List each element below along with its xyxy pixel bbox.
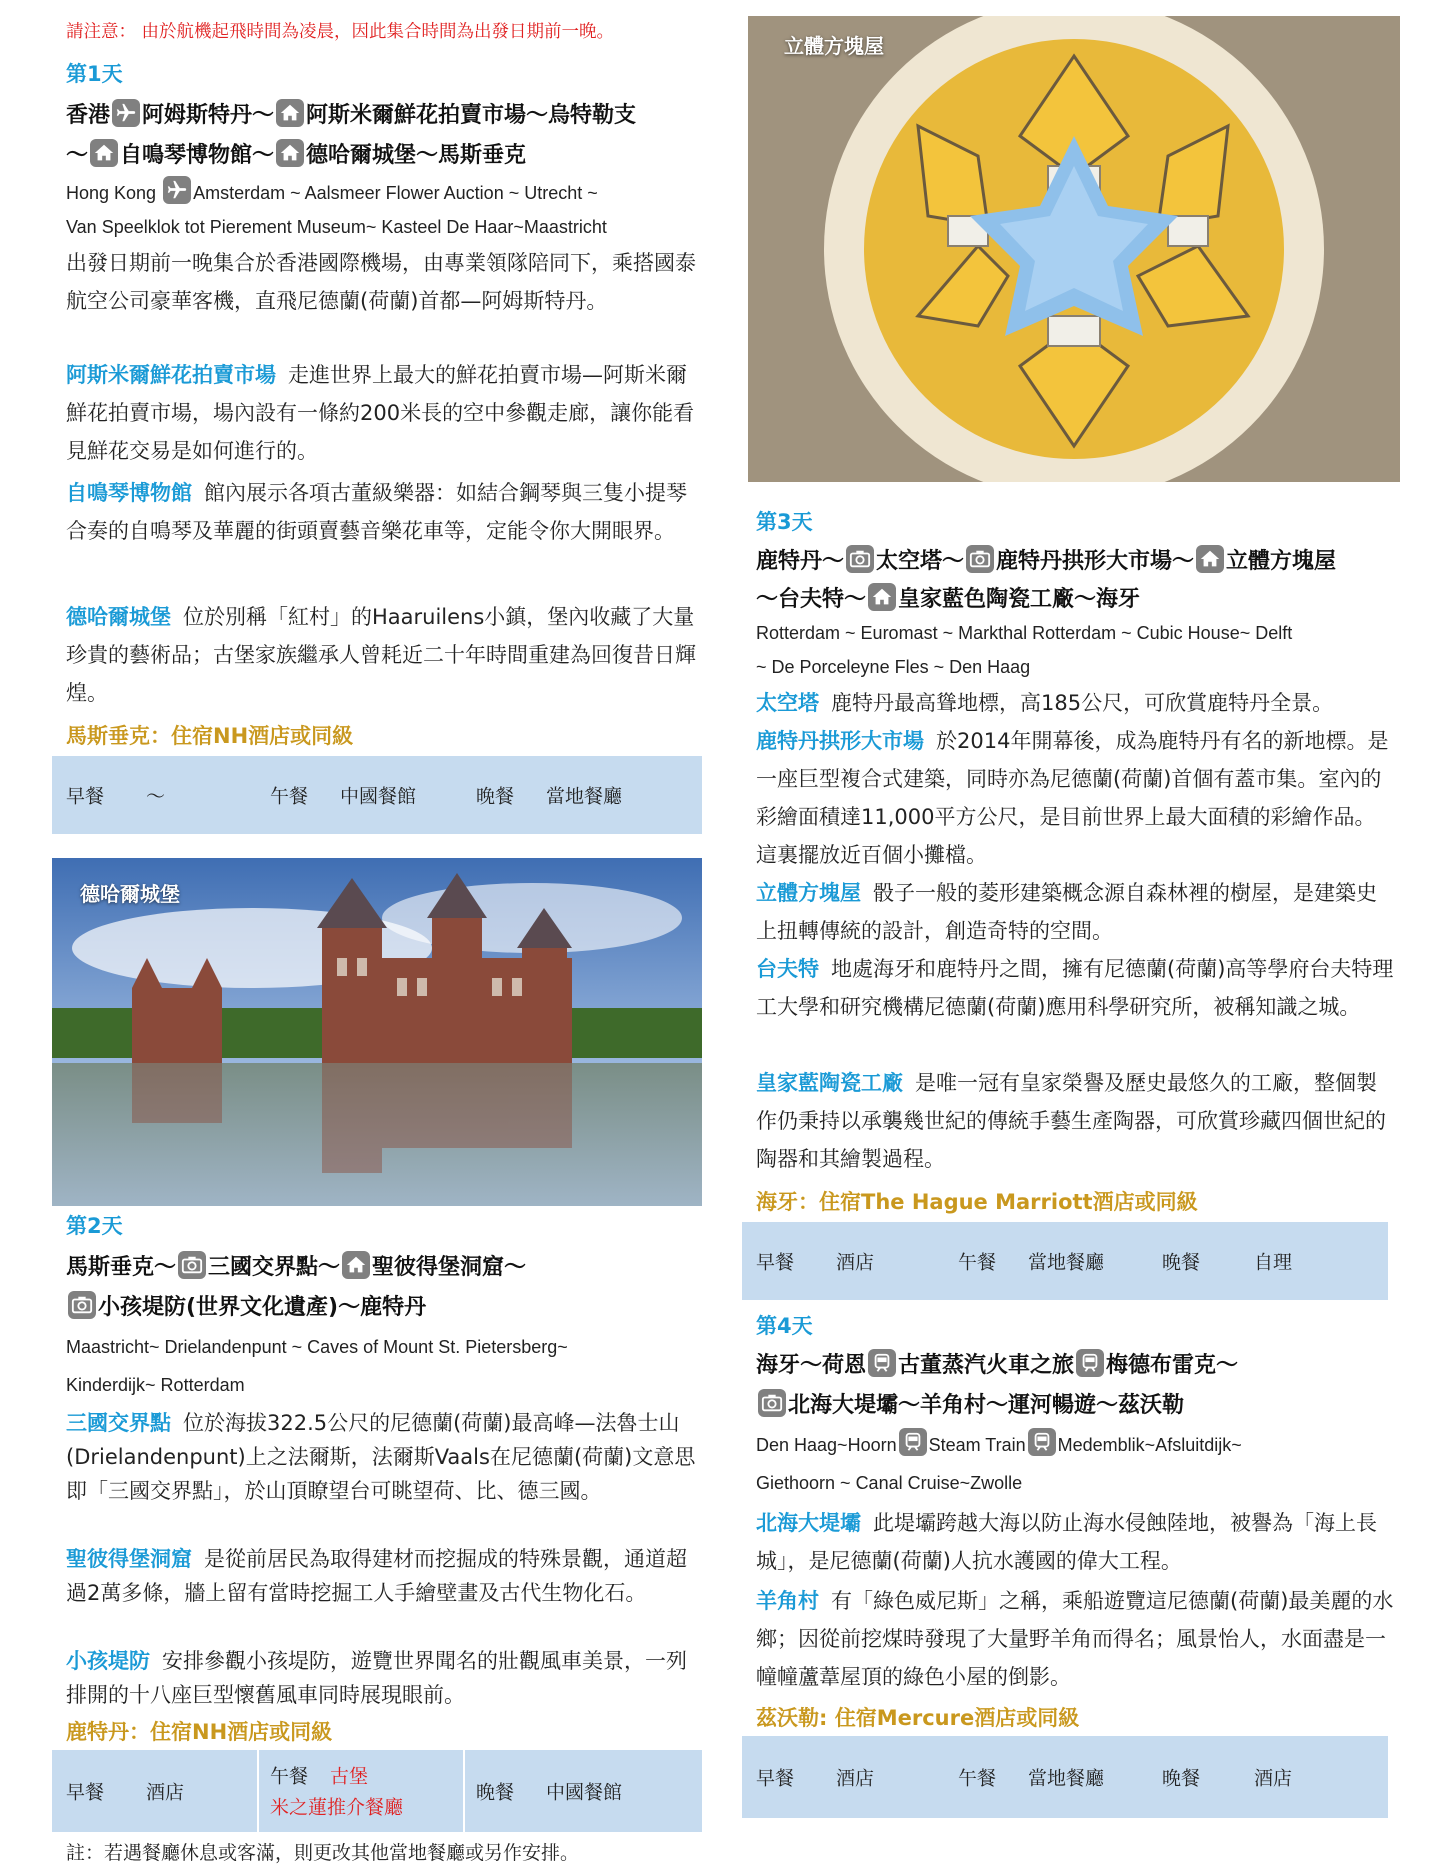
route-text: 太空塔～: [876, 549, 965, 574]
section-title: 聖彼得堡洞窟: [66, 1547, 192, 1571]
route-text: 阿姆斯特丹～: [142, 103, 275, 128]
eng-text: Hong Kong: [66, 183, 162, 203]
plane-icon: [163, 176, 191, 204]
day1-section: [66, 598, 696, 712]
day2-section: [66, 1406, 696, 1508]
section-text: 於2014年開幕後，成為鹿特丹有名的新地標。是一座巨型複合式建築，同時亦為尼德蘭(荷蘭)首個有蓋市集。室內的彩繪面積達11,000平方公尺，是目前世界上最大面積的彩繪作品。這裏擺放近百個小攤檔。: [756, 729, 1389, 867]
day3-section: [756, 722, 1396, 874]
day2-section: [66, 1542, 696, 1610]
meal-value: 中國餐館: [340, 785, 417, 808]
meal-label: 晚餐: [476, 1781, 515, 1804]
route-text: 三國交界點～: [208, 1255, 341, 1280]
route-text: ～: [66, 143, 89, 168]
section-title: 太空塔: [756, 691, 819, 715]
meal-label: 早餐: [66, 785, 105, 808]
day3-meal-table: [742, 1222, 1388, 1300]
day2-hotel: 鹿特丹：住宿NH酒店或同級: [66, 1720, 333, 1744]
meal-value: ～: [146, 785, 166, 808]
house-icon: [342, 1251, 370, 1279]
route-text: 德哈爾城堡～馬斯垂克: [306, 143, 527, 168]
day1-section: [66, 474, 696, 550]
day1-hotel: 馬斯垂克：住宿NH酒店或同級: [66, 724, 354, 748]
day1-eng-line2: Van Speelklok tot Pierement Museum~ Kasteel De Haar~Maastricht: [66, 217, 607, 237]
section-title: 鹿特丹拱形大市場: [756, 729, 924, 753]
route-text: 皇家藍色陶瓷工廠～海牙: [898, 587, 1141, 612]
meal-divider: [463, 1750, 465, 1832]
section-title: 自鳴琴博物館: [66, 481, 192, 505]
day2-route-line1: [66, 1248, 526, 1288]
route-text: 鹿特丹拱形大市場～: [996, 549, 1195, 574]
day4-route-line1: [756, 1346, 1238, 1386]
meal-value: 古堡: [330, 1765, 369, 1788]
day3-eng-line1: Rotterdam ~ Euromast ~ Markthal Rotterdam ~ Cubic House~ Delft: [756, 623, 1293, 643]
day4-section: [756, 1582, 1396, 1696]
day1-label: 第1天: [66, 62, 123, 86]
day3-section: [756, 874, 1396, 950]
camera-icon: [178, 1251, 206, 1279]
route-text: 海牙～荷恩: [756, 1353, 867, 1378]
section-title: 德哈爾城堡: [66, 605, 171, 629]
day2-eng-line2: Kinderdijk~ Rotterdam: [66, 1375, 245, 1395]
route-text: 小孩堤防(世界文化遺產)～鹿特丹: [98, 1295, 427, 1320]
meal-label: 晚餐: [1162, 1767, 1201, 1790]
day3-section: [756, 1064, 1396, 1178]
day2-route-line2: [66, 1288, 426, 1328]
route-text: 馬斯垂克～: [66, 1255, 177, 1280]
route-text: 聖彼得堡洞窟～: [372, 1255, 527, 1280]
section-title: 小孩堤防: [66, 1649, 150, 1673]
day1-meal-table: [52, 756, 702, 834]
day4-hotel: 茲沃勒: 住宿Mercure酒店或同級: [756, 1706, 1080, 1730]
meal-value: 中國餐館: [546, 1781, 623, 1804]
day1-route-line2: [66, 136, 526, 176]
day3-route-line1: [756, 542, 1336, 582]
house-icon: [868, 583, 896, 611]
section-title: 北海大堤壩: [756, 1511, 861, 1535]
train-icon: [899, 1428, 927, 1456]
day1-eng-line1: [66, 176, 598, 210]
day4-label: 第4天: [756, 1314, 813, 1338]
day1-intro: 出發日期前一晚集合於香港國際機場，由專業領隊陪同下，乘搭國泰航空公司豪華客機，直飛尼德蘭(荷蘭)首都—阿姆斯特丹。: [66, 251, 696, 313]
camera-icon: [846, 545, 874, 573]
day2-meal-table: [52, 1750, 702, 1832]
route-text: 立體方塊屋: [1226, 549, 1337, 574]
route-text: 古董蒸汽火車之旅: [898, 1353, 1075, 1378]
route-text: 梅德布雷克～: [1106, 1353, 1239, 1378]
eng-text: Amsterdam ~ Aalsmeer Flower Auction ~ Utrecht ~: [193, 183, 598, 203]
day3-eng-line2: ~ De Porceleyne Fles ~ Den Haag: [756, 657, 1031, 677]
camera-icon: [966, 545, 994, 573]
plane-icon: [112, 99, 140, 127]
eng-text: Den Haag~Hoorn: [756, 1435, 897, 1455]
meal-value: 自理: [1254, 1251, 1293, 1274]
house-icon: [276, 99, 304, 127]
route-text: 北海大堤壩～羊角村～運河暢遊～茲沃勒: [788, 1393, 1185, 1418]
route-text: 阿斯米爾鮮花拍賣市場～烏特勒支: [306, 103, 637, 128]
camera-icon: [758, 1389, 786, 1417]
day4-route-line2: [756, 1386, 1184, 1426]
section-title: 立體方塊屋: [756, 881, 861, 905]
cube-house-photo: [748, 16, 1400, 482]
meal-value: 米之蓮推介餐廳: [270, 1796, 404, 1819]
meal-value: 酒店: [146, 1781, 185, 1804]
day3-label: 第3天: [756, 510, 813, 534]
house-icon: [90, 139, 118, 167]
meal-label: 早餐: [756, 1767, 795, 1790]
meal-label: 晚餐: [476, 785, 515, 808]
section-text: 是唯一冠有皇家榮譽及歷史最悠久的工廠，整個製作仍秉持以承襲幾世紀的傳統手藝生產陶器，可欣賞珍藏四個世紀的陶器和其繪製過程。: [756, 1071, 1386, 1171]
section-text: 是從前居民為取得建材而挖掘成的特殊景觀，通道超過2萬多條，牆上留有當時挖掘工人手繪壁畫及古代生物化石。: [66, 1547, 687, 1605]
day2-eng-line1: Maastricht~ Drielandenpunt ~ Caves of Mount St. Pietersberg~: [66, 1337, 568, 1357]
section-text: 位於海拔322.5公尺的尼德蘭(荷蘭)最高峰—法魯士山 (Drielandenpunt)上之法爾斯，法爾斯Vaals在尼德蘭(荷蘭)文意思即「三國交界點」，於山頂瞭望台可眺望荷、比、德三國。: [66, 1411, 696, 1503]
route-text: 自鳴琴博物館～: [120, 143, 275, 168]
day4-section: [756, 1504, 1396, 1580]
day4-meal-table: [742, 1736, 1388, 1818]
day3-hotel: 海牙：住宿The Hague Marriott酒店或同級: [756, 1190, 1198, 1214]
meal-label: 午餐: [270, 785, 309, 808]
day2-section: [66, 1644, 696, 1712]
house-icon: [276, 139, 304, 167]
section-text: 骰子一般的菱形建築概念源自森林裡的樹屋，是建築史上扭轉傳統的設計，創造奇特的空間。: [756, 881, 1377, 943]
castle-caption: 德哈爾城堡: [80, 882, 180, 906]
train-icon: [1076, 1349, 1104, 1377]
section-text: 安排參觀小孩堤防，遊覽世界聞名的壯觀風車美景，一列排開的十八座巨型懷舊風車同時展現眼前。: [66, 1649, 687, 1707]
eng-text: Medemblik~Afsluitdijk~: [1057, 1435, 1242, 1455]
section-title: 阿斯米爾鮮花拍賣市場: [66, 363, 276, 387]
section-text: 位於別稱「紅村」的Haaruilens小鎮，堡內收藏了大量珍貴的藝術品；古堡家族繼承人曾耗近二十年時間重建為回復昔日輝煌。: [66, 605, 696, 705]
footnote: 註：若遇餐廳休息或客滿，則更改其他當地餐廳或另作安排。: [66, 1842, 580, 1864]
camera-icon: [68, 1291, 96, 1319]
day3-route-line2: [756, 580, 1140, 620]
meal-label: 早餐: [66, 1781, 105, 1804]
cube-house-illustration: [748, 16, 1400, 482]
section-title: 三國交界點: [66, 1411, 171, 1435]
notice-text: 請注意： 由於航機起飛時間為凌晨，因此集合時間為出發日期前一晚。: [66, 22, 615, 42]
section-text: 館內展示各項古董級樂器：如結合鋼琴與三隻小提琴合奏的自鳴琴及華麗的街頭賣藝音樂花車等，定能令你大開眼界。: [66, 481, 687, 543]
section-title: 皇家藍陶瓷工廠: [756, 1071, 903, 1095]
section-text: 地處海牙和鹿特丹之間，擁有尼德蘭(荷蘭)高等學府台夫特理工大學和研究機構尼德蘭(荷蘭)應用科學研究所，被稱知識之城。: [756, 957, 1394, 1019]
meal-value: 酒店: [836, 1251, 875, 1274]
route-text: 鹿特丹～: [756, 549, 845, 574]
meal-value: 當地餐廳: [1028, 1251, 1105, 1274]
day4-eng-line2: Giethoorn ~ Canal Cruise~Zwolle: [756, 1473, 1023, 1493]
day1-section: [66, 356, 696, 470]
train-icon: [1028, 1428, 1056, 1456]
day4-eng-line1: [756, 1428, 1242, 1462]
section-title: 台夫特: [756, 957, 819, 981]
day3-section: [756, 950, 1396, 1026]
meal-label: 午餐: [270, 1765, 309, 1788]
meal-value: 酒店: [1254, 1767, 1293, 1790]
castle-illustration: [52, 858, 702, 1206]
castle-photo: [52, 858, 702, 1206]
meal-label: 午餐: [958, 1767, 997, 1790]
route-text: 香港: [66, 103, 111, 128]
meal-label: 晚餐: [1162, 1251, 1201, 1274]
cube-house-caption: 立體方塊屋: [784, 34, 884, 58]
section-text: 有「綠色威尼斯」之稱，乘船遊覽這尼德蘭(荷蘭)最美麗的水鄉；因從前挖煤時發現了大量野羊角而得名；風景怡人，水面盡是一幢幢蘆葦屋頂的綠色小屋的倒影。: [756, 1589, 1394, 1689]
day3-section: [756, 684, 1396, 722]
section-text: 此堤壩跨越大海以防止海水侵蝕陸地，被譽為「海上長城」，是尼德蘭(荷蘭)人抗水護國的偉大工程。: [756, 1511, 1377, 1573]
eng-text: Steam Train: [928, 1435, 1026, 1455]
section-text: 鹿特丹最高聳地標，高185公尺，可欣賞鹿特丹全景。: [831, 691, 1334, 715]
meal-value: 當地餐廳: [546, 785, 623, 808]
meal-label: 早餐: [756, 1251, 795, 1274]
train-icon: [868, 1349, 896, 1377]
meal-divider: [257, 1750, 259, 1832]
day2-label: 第2天: [66, 1214, 123, 1238]
meal-value: 酒店: [836, 1767, 875, 1790]
section-text: 走進世界上最大的鮮花拍賣市場—阿斯米爾鮮花拍賣市場，場內設有一條約200米長的空中參觀走廊，讓你能看見鮮花交易是如何進行的。: [66, 363, 695, 463]
route-text: ～台夫特～: [756, 587, 867, 612]
day1-route-line1: [66, 96, 636, 136]
section-title: 羊角村: [756, 1589, 819, 1613]
house-icon: [1196, 545, 1224, 573]
meal-value: 當地餐廳: [1028, 1767, 1105, 1790]
meal-label: 午餐: [958, 1251, 997, 1274]
